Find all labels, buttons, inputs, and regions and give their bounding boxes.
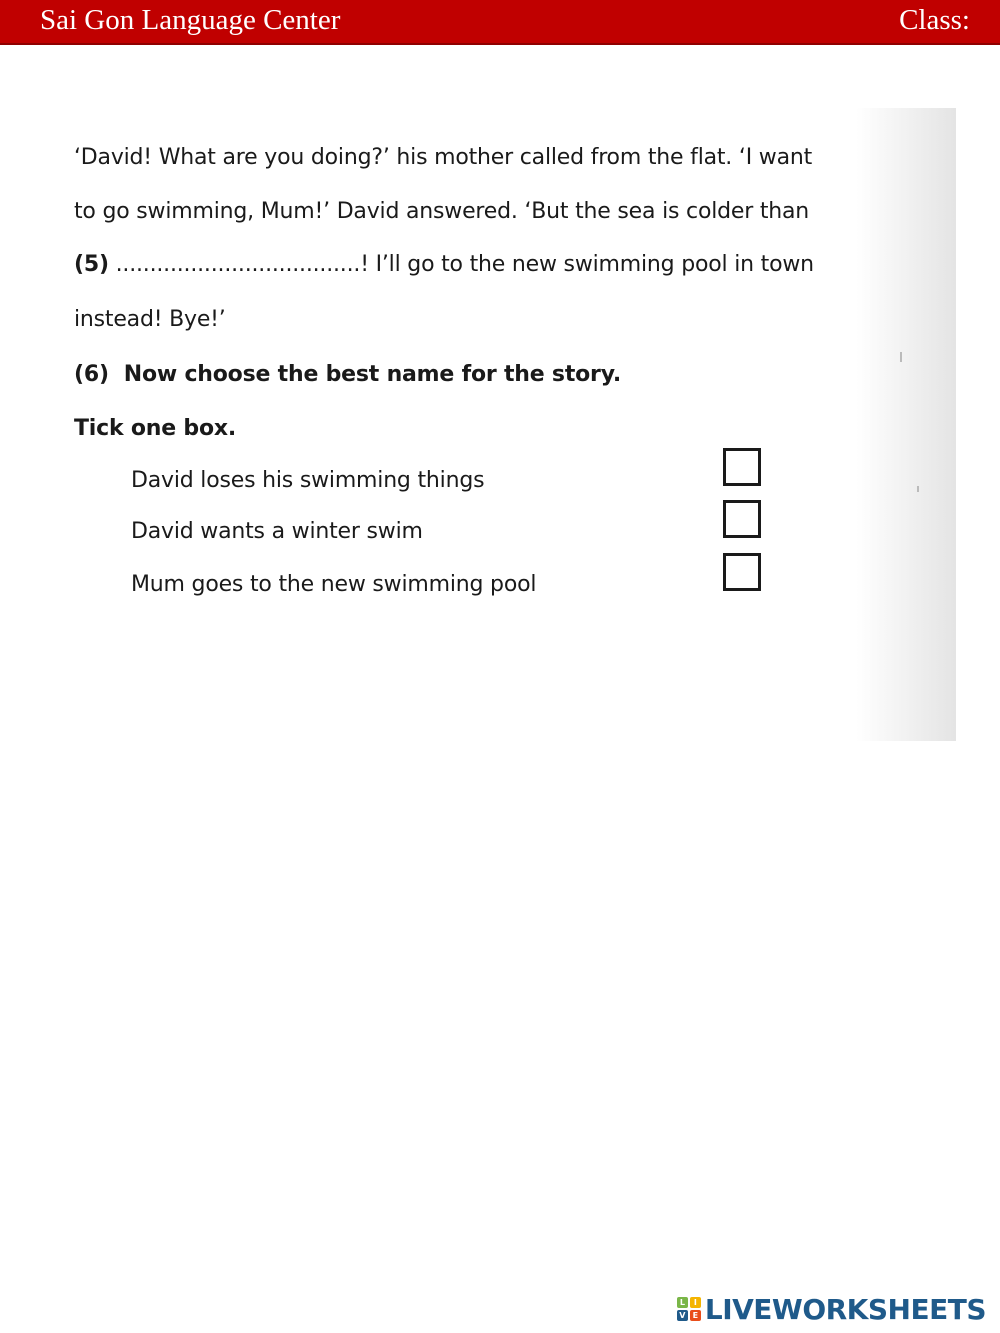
center-name: Sai Gon Language Center [40,4,341,36]
story-line-3-rest: ! I’ll go to the new swimming pool in town [360,252,814,277]
option-label-1: David loses his swimming things [131,468,485,493]
question-6-prompt [74,362,621,387]
option-label-2: David wants a winter swim [131,519,423,544]
story-line-4: instead! Bye!’ [74,307,226,332]
question-6-text: Now choose the best name for the story. [123,362,621,387]
scan-speck [917,486,919,492]
logo-letter: L [677,1297,688,1308]
option-label-3: Mum goes to the new swimming pool [131,572,537,597]
story-line-3 [74,252,814,277]
worksheet-header [0,0,1000,45]
liveworksheets-logo-icon [677,1297,701,1321]
logo-letter: V [677,1310,688,1321]
liveworksheets-brand: LIVEWORKSHEETS [704,1292,986,1326]
logo-letter: I [690,1297,701,1308]
tick-box-1[interactable] [723,448,761,486]
scan-shadow-edge [856,108,956,741]
logo-letter: E [690,1310,701,1321]
question-6-label: (6) [74,362,109,387]
tick-box-2[interactable] [723,500,761,538]
scan-speck [900,352,902,362]
liveworksheets-logo [677,1293,986,1325]
question-5-blank[interactable]: .................................... [115,252,361,277]
tick-instruction: Tick one box. [74,416,237,441]
tick-box-3[interactable] [723,553,761,591]
story-line-2: to go swimming, Mum!’ David answered. ‘But the sea is colder than [74,199,810,224]
class-label: Class: [899,4,970,36]
story-line-1: ‘David! What are you doing?’ his mother called from the flat. ‘I want [74,145,813,170]
question-5-label: (5) [74,252,109,277]
